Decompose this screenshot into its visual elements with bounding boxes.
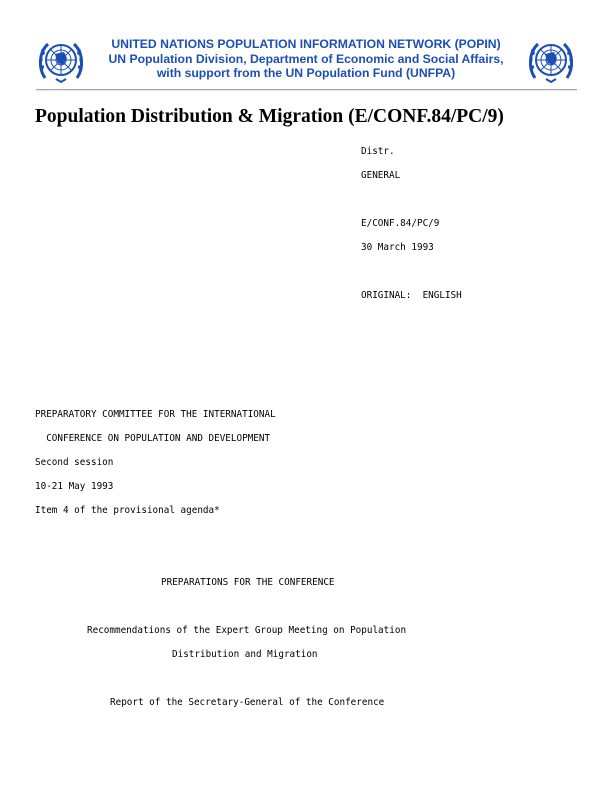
session-dates: 10-21 May 1993 (35, 481, 114, 492)
un-emblem-icon (526, 38, 576, 84)
distr-label: Distr. (361, 146, 395, 157)
agenda-item: Item 4 of the provisional agenda* (35, 505, 220, 516)
recommendations-line-2: Distribution and Migration (172, 649, 318, 660)
session: Second session (35, 457, 114, 468)
report-line: Report of the Secretary-General of the Conference (110, 697, 385, 708)
recommendations-line-1: Recommendations of the Expert Group Meeting on Population (87, 625, 407, 636)
header-line-2: UN Population Division, Department of Economic and Social Affairs, (108, 51, 504, 66)
header-line-1: UNITED NATIONS POPULATION INFORMATION NETWORK (POPIN) (111, 37, 501, 51)
distr-value: GENERAL (361, 170, 401, 181)
document-symbol: E/CONF.84/PC/9 (361, 218, 440, 229)
page-title: Population Distribution & Migration (E/CONF.84/PC/9) (35, 106, 504, 127)
header-line-3: with support from the UN Population Fund (UNFPA) (156, 66, 456, 80)
committee-line-2: CONFERENCE ON POPULATION AND DEVELOPMENT (35, 433, 271, 444)
committee-line-1: PREPARATORY COMMITTEE FOR THE INTERNATIONAL (35, 409, 276, 420)
page-header (36, 36, 576, 90)
section-heading: PREPARATIONS FOR THE CONFERENCE (161, 577, 335, 588)
original-language: ORIGINAL: ENGLISH (361, 290, 462, 301)
header-text (88, 37, 524, 81)
header-divider (36, 89, 577, 91)
un-emblem-icon (36, 38, 86, 84)
document-date: 30 March 1993 (361, 242, 434, 253)
